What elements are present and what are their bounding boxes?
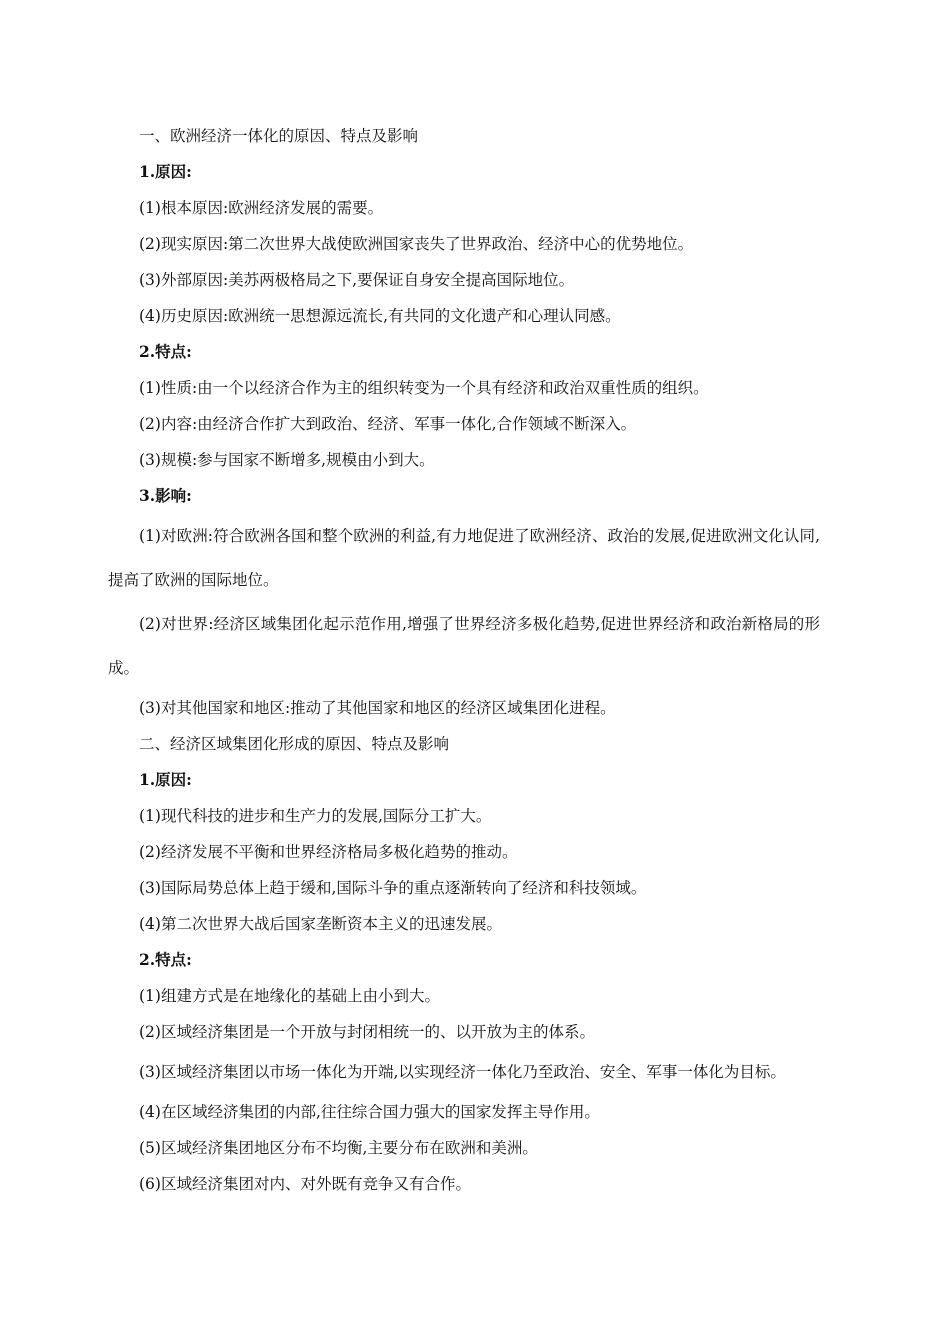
list-item: (1)现代科技的进步和生产力的发展,国际分工扩大。 [139,807,492,825]
list-item: (3)国际局势总体上趋于缓和,国际斗争的重点逐渐转向了经济和科技领域。 [139,879,647,897]
list-item: (3)区域经济集团以市场一体化为开端,以实现经济一体化乃至政治、安全、军事一体化为目标。 [139,1063,786,1081]
subheading-features: 2.特点: [139,342,192,361]
list-item: (2)现实原因:第二次世界大战使欧洲国家丧失了世界政治、经济中心的优势地位。 [139,235,694,253]
section-title: 二、经济区域集团化形成的原因、特点及影响 [139,735,450,753]
subheading-causes: 1.原因: [139,162,192,181]
list-item: (5)区域经济集团地区分布不均衡,主要分布在欧洲和美洲。 [139,1139,538,1157]
list-item: (2)区域经济集团是一个开放与封闭相统一的、以开放为主的体系。 [139,1023,595,1041]
section-title: 一、欧洲经济一体化的原因、特点及影响 [139,127,419,145]
list-item: (2)内容:由经济合作扩大到政治、经济、军事一体化,合作领域不断深入。 [139,415,637,433]
list-item: (4)第二次世界大战后国家垄断资本主义的迅速发展。 [139,915,502,933]
subheading-features: 2.特点: [139,950,192,969]
subheading-causes: 1.原因: [139,770,192,789]
list-item: (3)规模:参与国家不断增多,规模由小到大。 [139,451,435,469]
list-item: (4)历史原因:欧洲统一思想源远流长,有共同的文化遗产和心理认同感。 [139,307,621,325]
list-item: (1)组建方式是在地缘化的基础上由小到大。 [139,987,440,1005]
list-item: (2)经济发展不平衡和世界经济格局多极化趋势的推动。 [139,843,518,861]
list-item: (1)性质:由一个以经济合作为主的组织转变为一个具有经济和政治双重性质的组织。 [139,379,709,397]
list-item: (3)外部原因:美苏两极格局之下,要保证自身安全提高国际地位。 [139,271,575,289]
subheading-impact: 3.影响: [139,486,192,505]
list-item: (3)对其他国家和地区:推动了其他国家和地区的经济区域集团化进程。 [139,699,616,717]
list-item: (1)根本原因:欧洲经济发展的需要。 [139,199,384,217]
document-body [108,118,820,1202]
list-item: (2)对世界:经济区域集团化起示范作用,增强了世界经济多极化趋势,促进世界经济和政治新格局的形成。 [108,615,820,677]
list-item: (4)在区域经济集团的内部,往往综合国力强大的国家发挥主导作用。 [139,1103,600,1121]
list-item: (6)区域经济集团对内、对外既有竞争又有合作。 [139,1175,471,1193]
list-item: (1)对欧洲:符合欧洲各国和整个欧洲的利益,有力地促进了欧洲经济、政治的发展,促进欧洲文化认同,提高了欧洲的国际地位。 [108,527,820,589]
